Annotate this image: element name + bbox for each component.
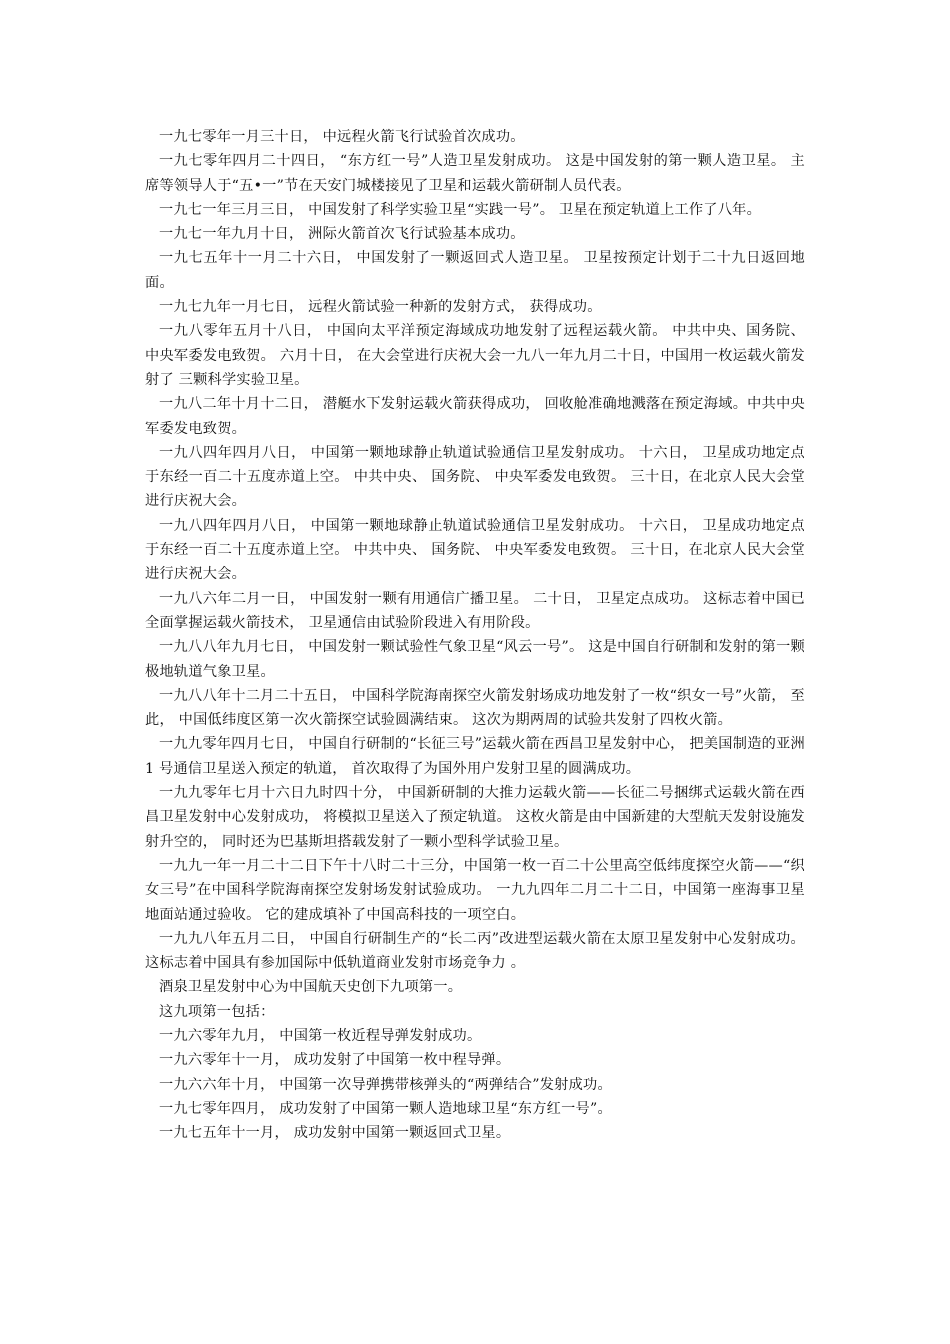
paragraph-19: 这九项第一包括： — [159, 1003, 275, 1020]
paragraph-20: 一九六零年九月， 中国第一枚近程导弹发射成功。 — [159, 1027, 482, 1044]
paragraph-11: 一九八六年二月一日， 中国发射一颗有用通信广播卫星。 二十日， 卫星定点成功。 这标志着中国已全面掌握运载火箭技术， 卫星通信由试验阶段进入有用阶段。 — [145, 590, 805, 631]
paragraph-17: 一九九八年五月二日， 中国自行研制生产的“长二丙”改进型运载火箭在太原卫星发射中心发射成功。 这标志着中国具有参加国际中低轨道商业发射市场竞争力 。 — [145, 930, 805, 972]
document-body — [145, 125, 805, 1145]
paragraph-7: 一九八零年五月十八日， 中国向太平洋预定海域成功地发射了远程运载火箭。 中共中央、国务院、 中央军委发电致贺。 六月十日， 在大会堂进行庆祝大会一九八一年九月二十日，中国用一枚运载火箭发射了 三颗科学实验卫星。 — [145, 323, 805, 388]
paragraph-16: 一九九一年一月二十二日下午十八时二十三分，中国第一枚一百二十公里高空低纬度探空火箭——“织女三号”在中国科学院海南探空发射场发射试验成功。 一九九四年二月二十二日，中国第一座海事卫星地面站通过验收。 它的建成填补了中国高科技的一项空白。 — [145, 857, 805, 923]
paragraph-2: 一九七零年四月二十四日， “东方红一号”人造卫星发射成功。 这是中国发射的第一颗人造卫星。 主席等领导人于“五•一”节在天安门城楼接见了卫星和运载火箭研制人员代表。 — [145, 153, 805, 194]
paragraph-22: 一九六六年十月， 中国第一次导弹携带核弹头的“两弹结合”发射成功。 — [159, 1076, 612, 1093]
paragraph-21: 一九六零年十一月， 成功发射了中国第一枚中程导弹。 — [159, 1052, 511, 1069]
paragraph-5: 一九七五年十一月二十六日， 中国发射了一颗返回式人造卫星。 卫星按预定计划于二十九日返回地面。 — [145, 250, 805, 291]
paragraph-9: 一九八四年四月八日， 中国第一颗地球静止轨道试验通信卫星发射成功。 十六日， 卫星成功地定点于东经一百二十五度赤道上空。 中共中央、 国务院、 中央军委发电致贺。 三十日，在北京人民大会堂进行庆祝大会。 — [145, 444, 805, 510]
paragraph-13: 一九八八年十二月二十五日， 中国科学院海南探空火箭发射场成功地发射了一枚“织女一号”火箭， 至此， 中国低纬度区第一次火箭探空试验圆满结束。 这次为期两周的试验共发射了四枚火箭。 — [145, 687, 805, 729]
paragraph-14: 一九九零年四月七日， 中国自行研制的“长征三号”运载火箭在西昌卫星发射中心， 把美国制造的亚洲 1 号通信卫星送入预定的轨道， 首次取得了为国外用户发射卫星的圆满成功。 — [145, 736, 805, 777]
paragraph-18: 酒泉卫星发射中心为中国航天史创下九项第一。 — [159, 979, 463, 996]
paragraph-8: 一九八二年十月十二日， 潜艇水下发射运载火箭获得成功， 回收舱准确地溅落在预定海域。中共中央军委发电致贺。 — [145, 396, 805, 437]
paragraph-23: 一九七零年四月， 成功发射了中国第一颗人造地球卫星“东方红一号”。 — [159, 1100, 612, 1117]
paragraph-1: 一九七零年一月三十日， 中远程火箭飞行试验首次成功。 — [159, 129, 525, 145]
paragraph-4: 一九七一年九月十日， 洲际火箭首次飞行试验基本成功。 — [159, 226, 525, 243]
paragraph-15: 一九九零年七月十六日九时四十分， 中国新研制的大推力运载火箭——长征二号捆绑式运载火箭在西昌卫星发射中心发射成功， 将模拟卫星送入了预定轨道。 这枚火箭是由中国新建的大型航天发射设施发射升空的， 同时还为巴基斯坦搭载发射了一颗小型科学试验卫星。 — [145, 785, 805, 850]
paragraph-3: 一九七一年三月三日， 中国发射了科学实验卫星“实践一号”。 卫星在预定轨道上工作了八年。 — [159, 201, 762, 218]
paragraph-6: 一九七九年一月七日， 远程火箭试验一种新的发射方式， 获得成功。 — [159, 299, 602, 316]
paragraph-24: 一九七五年十一月， 成功发射中国第一颗返回式卫星。 — [159, 1125, 511, 1142]
paragraph-10: 一九八四年四月八日， 中国第一颗地球静止轨道试验通信卫星发射成功。 十六日， 卫星成功地定点于东经一百二十五度赤道上空。 中共中央、 国务院、 中央军委发电致贺。 三十日，在北京人民大会堂进行庆祝大会。 — [145, 517, 805, 583]
paragraph-12: 一九八八年九月七日， 中国发射一颗试验性气象卫星“风云一号”。 这是中国自行研制和发射的第一颗极地轨道气象卫星。 — [145, 639, 805, 680]
